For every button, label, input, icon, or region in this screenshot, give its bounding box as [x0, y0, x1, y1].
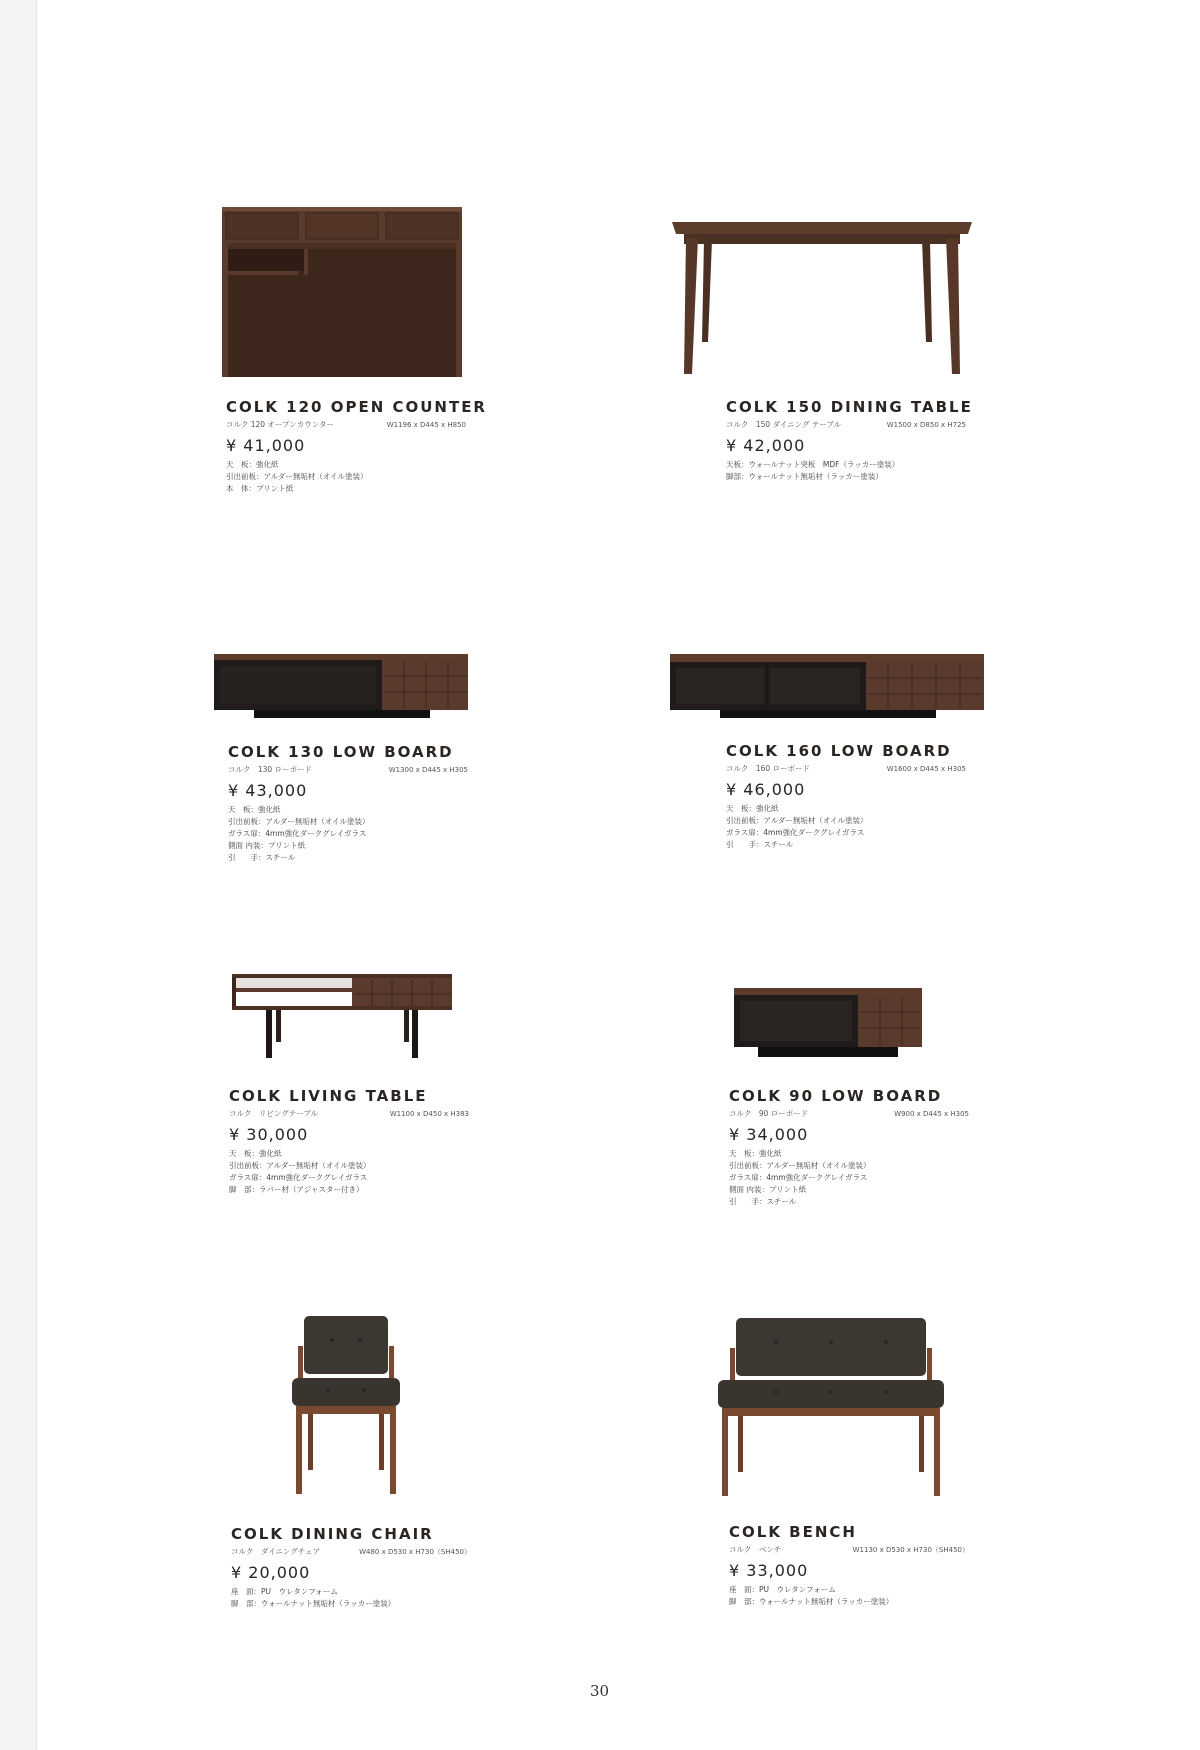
spec-line: 引出前板：アルダー無垢材（オイル塗装）: [228, 817, 370, 826]
product-price: ¥ 34,000: [729, 1125, 809, 1144]
product-specs: [726, 803, 1026, 851]
product-jp-name: コルク 130 ローボード: [228, 765, 313, 774]
spec-line: 脚部：ウォールナット無垢材（ラッカー塗装）: [726, 472, 883, 481]
spec-line: 引 手：スチール: [726, 840, 794, 849]
spec-line: 天 板：強化紙: [729, 1149, 782, 1158]
product-jp-name: コルク 120 オープンカウンター: [226, 420, 334, 429]
page-binding-edge: [36, 0, 37, 1750]
low-board-160-photo: [670, 654, 986, 720]
spec-line: 引 手：スチール: [729, 1197, 797, 1206]
product-bench: [729, 1523, 1029, 1608]
product-dining-table: [726, 398, 1026, 483]
product-low-board-160: [726, 742, 1026, 851]
dining-table-photo: [668, 218, 976, 378]
product-specs: [726, 459, 1026, 483]
product-name: COLK 130 LOW BOARD: [228, 743, 454, 761]
product-price: ¥ 41,000: [226, 436, 306, 455]
page-binding-gutter: [0, 0, 36, 1750]
spec-line: 天 板：強化紙: [726, 804, 779, 813]
dining-chair-photo: [290, 1316, 402, 1496]
product-price: ¥ 20,000: [231, 1563, 311, 1582]
product-dimensions: W1130 x D530 x H730（SH450）: [852, 1546, 969, 1554]
product-specs: [729, 1584, 1029, 1608]
product-jp-name: コルク 90 ローボード: [729, 1109, 809, 1118]
product-specs: [729, 1148, 1029, 1208]
product-dimensions: W1600 x D445 x H305: [886, 765, 966, 773]
product-jp-name: コルク 150 ダイニング テーブル: [726, 420, 842, 429]
product-dimensions: W1500 x D850 x H725: [886, 421, 966, 429]
product-dimensions: W1100 x D450 x H383: [389, 1110, 469, 1118]
product-name: COLK LIVING TABLE: [229, 1087, 428, 1105]
product-low-board-130: [228, 743, 528, 864]
product-jp-name: コルク リビングテーブル: [229, 1109, 319, 1118]
product-name: COLK 90 LOW BOARD: [729, 1087, 943, 1105]
product-low-board-90: [729, 1087, 1029, 1208]
spec-line: 脚 部：ウォールナット無垢材（ラッカー塗装）: [231, 1599, 396, 1608]
spec-line: 座 面：PU ウレタンフォーム: [231, 1587, 338, 1596]
product-name: COLK BENCH: [729, 1523, 857, 1541]
low-board-90-photo: [734, 988, 924, 1060]
spec-line: 側面 内装：プリント紙: [729, 1185, 807, 1194]
product-name: COLK 150 DINING TABLE: [726, 398, 973, 416]
spec-line: 側面 内装：プリント紙: [228, 841, 306, 850]
product-price: ¥ 30,000: [229, 1125, 309, 1144]
product-name: COLK 160 LOW BOARD: [726, 742, 952, 760]
product-price: ¥ 46,000: [726, 780, 806, 799]
spec-line: 引出前板：アルダー無垢材（オイル塗装）: [226, 472, 368, 481]
living-table-photo: [232, 974, 454, 1060]
product-name: COLK 120 OPEN COUNTER: [226, 398, 487, 416]
product-jp-name: コルク ベンチ: [729, 1545, 782, 1554]
product-dimensions: W480 x D530 x H730（SH450）: [359, 1548, 471, 1556]
product-jp-name: コルク 160 ローボード: [726, 764, 811, 773]
spec-line: ガラス扉：4mm強化ダークグレイガラス: [228, 829, 367, 838]
spec-line: 引出前板：アルダー無垢材（オイル塗装）: [726, 816, 868, 825]
spec-line: 座 面：PU ウレタンフォーム: [729, 1585, 836, 1594]
spec-line: 引出前板：アルダー無垢材（オイル塗装）: [729, 1161, 871, 1170]
product-specs: [229, 1148, 529, 1196]
product-dining-chair: [231, 1525, 531, 1610]
spec-line: 引 手：スチール: [228, 853, 296, 862]
page-number: 30: [590, 1682, 610, 1700]
product-specs: [226, 459, 526, 495]
spec-line: ガラス扉：4mm強化ダークグレイガラス: [729, 1173, 868, 1182]
spec-line: 天板：ウォールナット突板 MDF（ラッカー塗装）: [726, 460, 900, 469]
spec-line: ガラス扉：4mm強化ダークグレイガラス: [726, 828, 865, 837]
product-dimensions: W900 x D445 x H305: [894, 1110, 969, 1118]
spec-line: ガラス扉：4mm強化ダークグレイガラス: [229, 1173, 368, 1182]
open-counter-photo: [222, 207, 464, 379]
product-specs: [228, 804, 528, 864]
product-dimensions: W1196 x D445 x H850: [386, 421, 466, 429]
product-jp-name: コルク ダイニングチェア: [231, 1547, 321, 1556]
spec-line: 天 板：強化紙: [228, 805, 281, 814]
product-living-table: [229, 1087, 529, 1196]
product-dimensions: W1300 x D445 x H305: [388, 766, 468, 774]
spec-line: 天 板：強化紙: [226, 460, 279, 469]
bench-photo: [716, 1318, 946, 1498]
spec-line: 脚 部：ラバー材（アジャスター付き）: [229, 1185, 364, 1194]
product-price: ¥ 42,000: [726, 436, 806, 455]
spec-line: 引出前板：アルダー無垢材（オイル塗装）: [229, 1161, 371, 1170]
product-specs: [231, 1586, 531, 1610]
product-price: ¥ 43,000: [228, 781, 308, 800]
product-open-counter: [226, 398, 526, 495]
spec-line: 脚 部：ウォールナット無垢材（ラッカー塗装）: [729, 1597, 894, 1606]
low-board-130-photo: [214, 654, 470, 720]
product-name: COLK DINING CHAIR: [231, 1525, 434, 1543]
spec-line: 天 板：強化紙: [229, 1149, 282, 1158]
product-price: ¥ 33,000: [729, 1561, 809, 1580]
spec-line: 本 体：プリント紙: [226, 484, 294, 493]
